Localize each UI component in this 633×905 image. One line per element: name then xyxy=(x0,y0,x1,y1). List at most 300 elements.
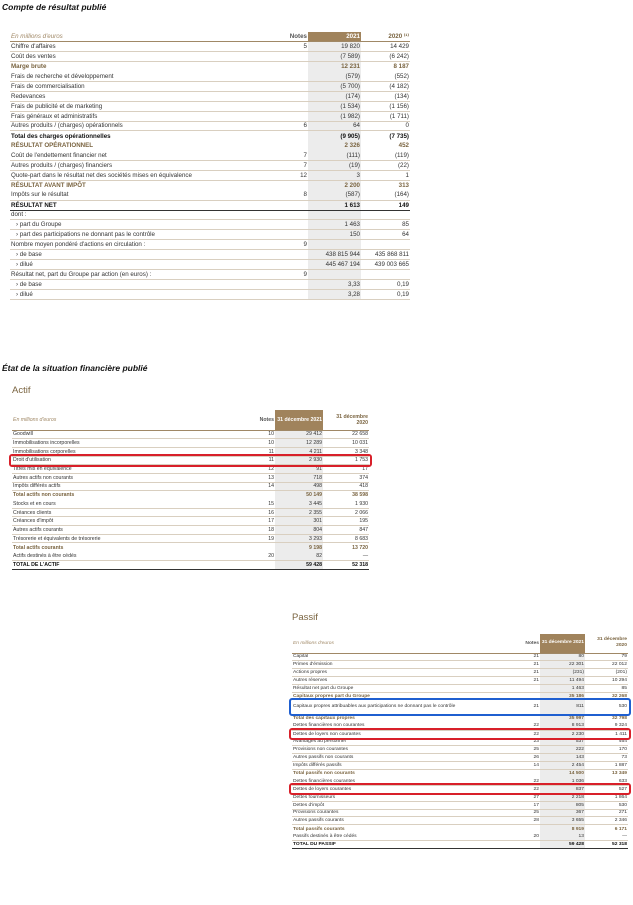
row-note: 14 xyxy=(494,762,540,770)
row-label: Immobilisations incorporelles xyxy=(12,439,227,448)
table-row xyxy=(12,500,369,509)
row-label: Impôts différés passifs xyxy=(292,762,494,770)
row-value-2020: 0 xyxy=(361,121,410,131)
row-label: › dilué xyxy=(10,289,278,299)
row-note xyxy=(278,131,308,141)
table-row xyxy=(12,491,369,500)
row-value-2021: (5 700) xyxy=(308,81,361,91)
row-value-2020: 530 xyxy=(585,801,628,809)
notes-header: Notes xyxy=(227,410,275,430)
passif-header-row xyxy=(292,634,628,653)
row-note xyxy=(494,770,540,778)
row-label: › part des participations ne donnant pas le contrôle xyxy=(10,230,278,240)
table-row xyxy=(10,279,410,289)
row-label: Autres produits / (charges) opérationnels xyxy=(10,121,278,131)
row-value-2021: 64 xyxy=(308,121,361,131)
row-note: 9 xyxy=(278,269,308,279)
row-note xyxy=(278,101,308,111)
table-row xyxy=(292,669,628,677)
row-value-2021: 805 xyxy=(540,801,585,809)
row-value-2020: 170 xyxy=(585,746,628,754)
row-value-2020: 73 xyxy=(585,754,628,762)
row-value-2020: (4 182) xyxy=(361,81,410,91)
row-label: Dettes financières courantes xyxy=(292,777,494,785)
row-note: 19 xyxy=(227,534,275,543)
row-label: Redevances xyxy=(10,91,278,101)
row-note: 8 xyxy=(278,190,308,200)
row-value-2021: 537 xyxy=(540,738,585,746)
row-value-2021: 59 428 xyxy=(540,841,585,849)
row-label: › de base xyxy=(10,250,278,260)
row-value-2021: 837 xyxy=(540,785,585,793)
row-value-2021: 3,28 xyxy=(308,289,361,299)
row-value-2021: (231) xyxy=(540,669,585,677)
highlight-dettes-loyers-non-courantes xyxy=(289,728,631,740)
row-note xyxy=(494,841,540,849)
row-value-2020: 2 066 xyxy=(323,508,369,517)
table-row xyxy=(10,101,410,111)
row-label: Autres passifs courants xyxy=(292,817,494,825)
row-note: 21 xyxy=(494,653,540,661)
row-value-2020: 149 xyxy=(361,200,410,210)
row-note: 11 xyxy=(227,456,275,465)
row-value-2020: 10 294 xyxy=(585,677,628,685)
table-row xyxy=(10,141,410,151)
row-label: Droit d'utilisation xyxy=(12,456,227,465)
passif-title: Passif xyxy=(292,612,318,623)
table-row xyxy=(292,685,628,693)
row-note: 12 xyxy=(278,170,308,180)
row-value-2020: 9 324 xyxy=(585,722,628,730)
row-value-2020: 38 598 xyxy=(352,492,368,499)
row-label: Provisions courantes xyxy=(292,809,494,817)
table-row xyxy=(10,151,410,161)
unit-label: En millions d'euros xyxy=(292,634,494,653)
row-value-2021: 82 xyxy=(275,552,323,561)
table-row xyxy=(292,653,628,661)
row-value-2021: 2 930 xyxy=(275,456,323,465)
row-label: Passifs destinés à être cédés xyxy=(292,833,494,841)
table-row xyxy=(10,131,410,141)
table-row xyxy=(10,91,410,101)
row-value-2020: 847 xyxy=(323,526,369,535)
row-value-2021: 301 xyxy=(275,517,323,526)
col-2020-header: 2020 ⁽¹⁾ xyxy=(361,32,410,42)
row-note xyxy=(278,250,308,260)
row-value-2020: (1 711) xyxy=(361,111,410,121)
row-value-2021: 498 xyxy=(275,482,323,491)
income-statement xyxy=(10,32,410,300)
row-label: Provisions non courantes xyxy=(292,746,494,754)
table-row xyxy=(292,825,628,833)
row-value-2020: (7 735) xyxy=(389,132,409,140)
col-2020-header: 31 décembre 2020 xyxy=(323,410,369,430)
table-row xyxy=(12,534,369,543)
row-value-2021: 35 997 xyxy=(540,714,585,722)
row-value-2020 xyxy=(361,269,410,279)
row-value-2020: 6 171 xyxy=(614,826,627,832)
row-value-2020: 1 411 xyxy=(585,730,628,738)
row-value-2020: — xyxy=(323,552,369,561)
row-value-2021: (1 534) xyxy=(308,101,361,111)
row-note: 21 xyxy=(494,677,540,685)
table-row xyxy=(10,240,410,250)
row-value-2020: 52 318 xyxy=(323,560,369,569)
row-label: Stocks et en cours xyxy=(12,500,227,509)
row-note: 22 xyxy=(494,730,540,738)
row-value-2020: 13 349 xyxy=(612,771,627,777)
row-note xyxy=(278,141,308,151)
table-row xyxy=(292,661,628,669)
row-value-2020: 1 xyxy=(361,170,410,180)
row-value-2021: (19) xyxy=(308,161,361,171)
row-value-2021: 718 xyxy=(275,473,323,482)
row-value-2021 xyxy=(308,269,361,279)
row-note: 11 xyxy=(227,447,275,456)
table-row xyxy=(292,746,628,754)
table-row xyxy=(292,677,628,685)
row-note: 22 xyxy=(494,722,540,730)
row-label: TOTAL DU PASSIF xyxy=(292,841,494,849)
row-value-2021: 1 463 xyxy=(308,220,361,230)
row-value-2021: 50 149 xyxy=(275,491,323,500)
row-value-2021: 3 445 xyxy=(275,500,323,509)
row-note xyxy=(494,685,540,693)
col-2020-header: 31 décembre 2020 xyxy=(585,634,628,653)
row-note: 16 xyxy=(227,508,275,517)
row-note xyxy=(278,180,308,190)
row-value-2021: 9 198 xyxy=(275,543,323,552)
table-row xyxy=(10,170,410,180)
row-label: Total des charges opérationnelles xyxy=(11,132,111,140)
table-row xyxy=(10,190,410,200)
row-note: 12 xyxy=(227,465,275,474)
row-note: 14 xyxy=(227,482,275,491)
table-row xyxy=(292,833,628,841)
row-value-2021: (111) xyxy=(308,151,361,161)
table-row xyxy=(292,841,628,849)
row-value-2020: 195 xyxy=(323,517,369,526)
row-value-2021: 12 231 xyxy=(308,62,361,72)
row-label: Quote-part dans le résultat net des sociétés mises en équivalence xyxy=(10,170,278,180)
row-note: 18 xyxy=(227,526,275,535)
row-note xyxy=(278,220,308,230)
table-row xyxy=(10,210,410,220)
row-value-2020: (201) xyxy=(585,669,628,677)
col-2021-header: 31 décembre 2021 xyxy=(540,634,585,653)
row-note: 28 xyxy=(494,817,540,825)
row-label: Dettes de loyers non courantes xyxy=(292,730,494,738)
row-value-2021: 3 655 xyxy=(540,817,585,825)
row-value-2020: 435 868 811 xyxy=(361,250,410,260)
row-note: 13 xyxy=(227,473,275,482)
row-value-2021: 59 428 xyxy=(275,560,323,569)
row-value-2020: 1 864 xyxy=(585,793,628,801)
row-value-2021: 22 301 xyxy=(540,661,585,669)
highlight-minority-interests xyxy=(289,698,631,716)
table-row xyxy=(12,439,369,448)
row-value-2021: 14 500 xyxy=(540,770,585,778)
row-value-2021: 1 463 xyxy=(540,685,585,693)
row-note xyxy=(278,52,308,62)
row-value-2020: (119) xyxy=(361,151,410,161)
row-value-2021: 3 xyxy=(308,170,361,180)
row-value-2020 xyxy=(361,240,410,250)
table-row xyxy=(12,526,369,535)
row-value-2021: 367 xyxy=(540,809,585,817)
row-note xyxy=(227,491,275,500)
row-value-2020: 271 xyxy=(585,809,628,817)
table-row xyxy=(292,801,628,809)
row-note: 20 xyxy=(227,552,275,561)
row-value-2020: 85 xyxy=(361,220,410,230)
row-value-2020: 0,19 xyxy=(361,289,410,299)
row-note: 20 xyxy=(494,833,540,841)
row-note xyxy=(278,91,308,101)
row-note: 10 xyxy=(227,430,275,439)
row-value-2021: (1 982) xyxy=(308,111,361,121)
row-value-2021: 3,33 xyxy=(308,279,361,289)
row-label: RÉSULTAT NET xyxy=(10,200,278,210)
table-row xyxy=(12,543,369,552)
row-label: Coût des ventes xyxy=(10,52,278,62)
row-label: Total actifs non courants xyxy=(13,492,75,499)
row-value-2020: 313 xyxy=(398,182,409,190)
table-row xyxy=(12,473,369,482)
table-row xyxy=(292,754,628,762)
table-row xyxy=(292,770,628,778)
row-note xyxy=(278,289,308,299)
row-label: Frais généraux et administratifs xyxy=(10,111,278,121)
row-label: Titres mis en équivalence xyxy=(12,465,227,474)
row-value-2020: 2 346 xyxy=(585,817,628,825)
row-value-2020: 1 753 xyxy=(323,456,369,465)
row-note xyxy=(278,111,308,121)
row-value-2020: 17 xyxy=(323,465,369,474)
row-label: Frais de recherche et développement xyxy=(10,72,278,82)
row-value-2021: 19 820 xyxy=(308,42,361,52)
row-label: Trésorerie et équivalents de trésorerie xyxy=(12,534,227,543)
row-value-2020: 464 xyxy=(585,738,628,746)
row-note: 5 xyxy=(278,42,308,52)
row-label: Capitaux propres part du Groupe xyxy=(293,694,370,700)
row-label: › dilué xyxy=(10,259,278,269)
row-value-2020: 3 348 xyxy=(323,447,369,456)
table-row xyxy=(10,161,410,171)
row-note: 17 xyxy=(494,801,540,809)
row-value-2021: (9 905) xyxy=(308,131,361,141)
row-value-2020: 8 187 xyxy=(393,63,409,71)
row-value-2020: — xyxy=(585,833,628,841)
row-label: Marge brute xyxy=(11,63,47,71)
table-row xyxy=(10,269,410,279)
row-value-2021: (587) xyxy=(308,190,361,200)
row-value-2020: 22 658 xyxy=(323,430,369,439)
row-label: Frais de commercialisation xyxy=(10,81,278,91)
income-header-row xyxy=(10,32,410,42)
row-label: Nombre moyen pondéré d'actions en circulation : xyxy=(10,240,278,250)
row-value-2021: 2 200 xyxy=(308,180,361,190)
row-value-2021: 2 454 xyxy=(540,762,585,770)
row-value-2021: 2 230 xyxy=(540,730,585,738)
row-value-2020: 64 xyxy=(361,230,410,240)
table-row xyxy=(10,250,410,260)
row-note: 22 xyxy=(494,777,540,785)
income-heading: Compte de résultat publié xyxy=(2,2,107,12)
row-note: 26 xyxy=(494,754,540,762)
table-row xyxy=(292,762,628,770)
row-note xyxy=(278,259,308,269)
row-value-2021: 222 xyxy=(540,746,585,754)
row-note xyxy=(278,200,308,210)
row-label: › de base xyxy=(10,279,278,289)
row-value-2020: 530 xyxy=(585,700,628,714)
row-note xyxy=(278,62,308,72)
row-value-2021: 143 xyxy=(540,754,585,762)
row-note: 15 xyxy=(227,500,275,509)
row-label: Impôts différés actifs xyxy=(12,482,227,491)
row-label: Chiffre d'affaires xyxy=(10,42,278,52)
row-note: 23 xyxy=(494,738,540,746)
table-row xyxy=(10,62,410,72)
table-row xyxy=(12,552,369,561)
actif-table xyxy=(12,410,369,570)
row-value-2021: 2 218 xyxy=(540,793,585,801)
row-value-2020: 22 012 xyxy=(585,661,628,669)
row-value-2021: 445 467 194 xyxy=(308,259,361,269)
actif-rows xyxy=(12,410,369,569)
row-value-2020: (1 156) xyxy=(361,101,410,111)
row-value-2020: 32 268 xyxy=(612,694,627,700)
row-value-2020: 374 xyxy=(323,473,369,482)
unit-label: En millions d'euros xyxy=(10,32,278,42)
row-value-2020: 52 318 xyxy=(585,841,628,849)
row-value-2020: (22) xyxy=(361,161,410,171)
table-row xyxy=(12,482,369,491)
row-value-2021: 3 293 xyxy=(275,534,323,543)
row-value-2020: (134) xyxy=(361,91,410,101)
row-label: Immobilisations corporelles xyxy=(12,447,227,456)
unit-label: En millions d'euros xyxy=(12,410,227,430)
col-2021-header: 31 décembre 2021 xyxy=(275,410,323,430)
row-label: Créances clients xyxy=(12,508,227,517)
row-value-2020: 439 003 665 xyxy=(361,259,410,269)
row-note: 22 xyxy=(494,785,540,793)
row-note xyxy=(278,279,308,289)
row-value-2020: 10 031 xyxy=(323,439,369,448)
row-note: 21 xyxy=(494,661,540,669)
row-value-2020: 1 887 xyxy=(585,762,628,770)
row-note: 6 xyxy=(278,121,308,131)
row-label: TOTAL DE L'ACTIF xyxy=(12,560,227,569)
row-label: Total actifs courants xyxy=(13,544,64,551)
row-value-2020: (164) xyxy=(361,190,410,200)
row-label: Actifs destinés à être cédés xyxy=(12,552,227,561)
row-value-2020: 1 930 xyxy=(323,500,369,509)
row-value-2021 xyxy=(308,240,361,250)
table-row xyxy=(12,508,369,517)
row-label: Créances d'impôt xyxy=(12,517,227,526)
table-row xyxy=(10,259,410,269)
table-row xyxy=(10,121,410,131)
row-label: Dettes d'impôt xyxy=(292,801,494,809)
row-value-2021: 4 211 xyxy=(275,447,323,456)
row-note xyxy=(227,560,275,569)
passif-table xyxy=(292,634,628,849)
row-label: Autres passifs non courants xyxy=(292,754,494,762)
row-label: Autres produits / (charges) financiers xyxy=(10,161,278,171)
actif-title: Actif xyxy=(12,385,31,396)
row-label: Capital xyxy=(292,653,494,661)
row-value-2021: 2 355 xyxy=(275,508,323,517)
highlight-droit-utilisation xyxy=(9,454,372,467)
row-note: 21 xyxy=(494,700,540,714)
row-note: 7 xyxy=(278,151,308,161)
table-row xyxy=(12,560,369,569)
table-row xyxy=(10,52,410,62)
row-value-2021: 811 xyxy=(540,700,585,714)
row-label: RÉSULTAT AVANT IMPÔT xyxy=(11,182,86,190)
row-value-2021: (579) xyxy=(308,72,361,82)
table-row xyxy=(10,289,410,299)
table-row xyxy=(12,430,369,439)
row-label: Dettes fournisseurs xyxy=(292,793,494,801)
col-2021-header: 2021 xyxy=(308,32,361,42)
row-value-2021: 1 036 xyxy=(540,777,585,785)
table-row xyxy=(10,111,410,121)
row-value-2021: 150 xyxy=(308,230,361,240)
row-note: 25 xyxy=(494,809,540,817)
row-label: Goodwill xyxy=(12,430,227,439)
row-value-2020: 32 798 xyxy=(612,716,627,722)
row-value-2020: (6 242) xyxy=(361,52,410,62)
row-note xyxy=(278,81,308,91)
row-label: Dettes de loyers courantes xyxy=(292,785,494,793)
row-value-2021: 804 xyxy=(275,526,323,535)
row-label: Capitaux propres attribuables aux participations ne donnant pas le contrôle xyxy=(292,700,494,714)
row-note: 27 xyxy=(494,793,540,801)
balance-heading: État de la situation financière publié xyxy=(2,363,148,373)
row-label: Total passifs non courants xyxy=(293,771,355,777)
row-label: Résultat net part du Groupe xyxy=(292,685,494,693)
row-value-2020: 633 xyxy=(585,777,628,785)
notes-header: Notes xyxy=(494,634,540,653)
row-value-2020: 79 xyxy=(585,653,628,661)
row-label: dont : xyxy=(10,210,278,220)
row-label: Impôts sur le résultat xyxy=(10,190,278,200)
row-label: Autres réserves xyxy=(292,677,494,685)
row-label: Résultat net, part du Groupe par action (en euros) : xyxy=(10,269,278,279)
row-value-2021: 35 186 xyxy=(540,692,585,700)
row-value-2021: 1 613 xyxy=(308,200,361,210)
row-note xyxy=(278,72,308,82)
row-label: Actions propres xyxy=(292,669,494,677)
row-value-2021: 8 919 xyxy=(540,825,585,833)
row-note xyxy=(278,210,308,220)
row-value-2020: 418 xyxy=(323,482,369,491)
row-note xyxy=(494,825,540,833)
row-value-2021: (174) xyxy=(308,91,361,101)
row-value-2021 xyxy=(308,210,361,220)
row-label: Dettes financières non courantes xyxy=(292,722,494,730)
row-value-2021: 80 xyxy=(540,653,585,661)
table-row xyxy=(10,81,410,91)
table-row xyxy=(10,200,410,210)
passif-rows xyxy=(292,634,628,848)
row-value-2020 xyxy=(361,210,410,220)
row-note xyxy=(278,230,308,240)
row-note: 7 xyxy=(278,161,308,171)
